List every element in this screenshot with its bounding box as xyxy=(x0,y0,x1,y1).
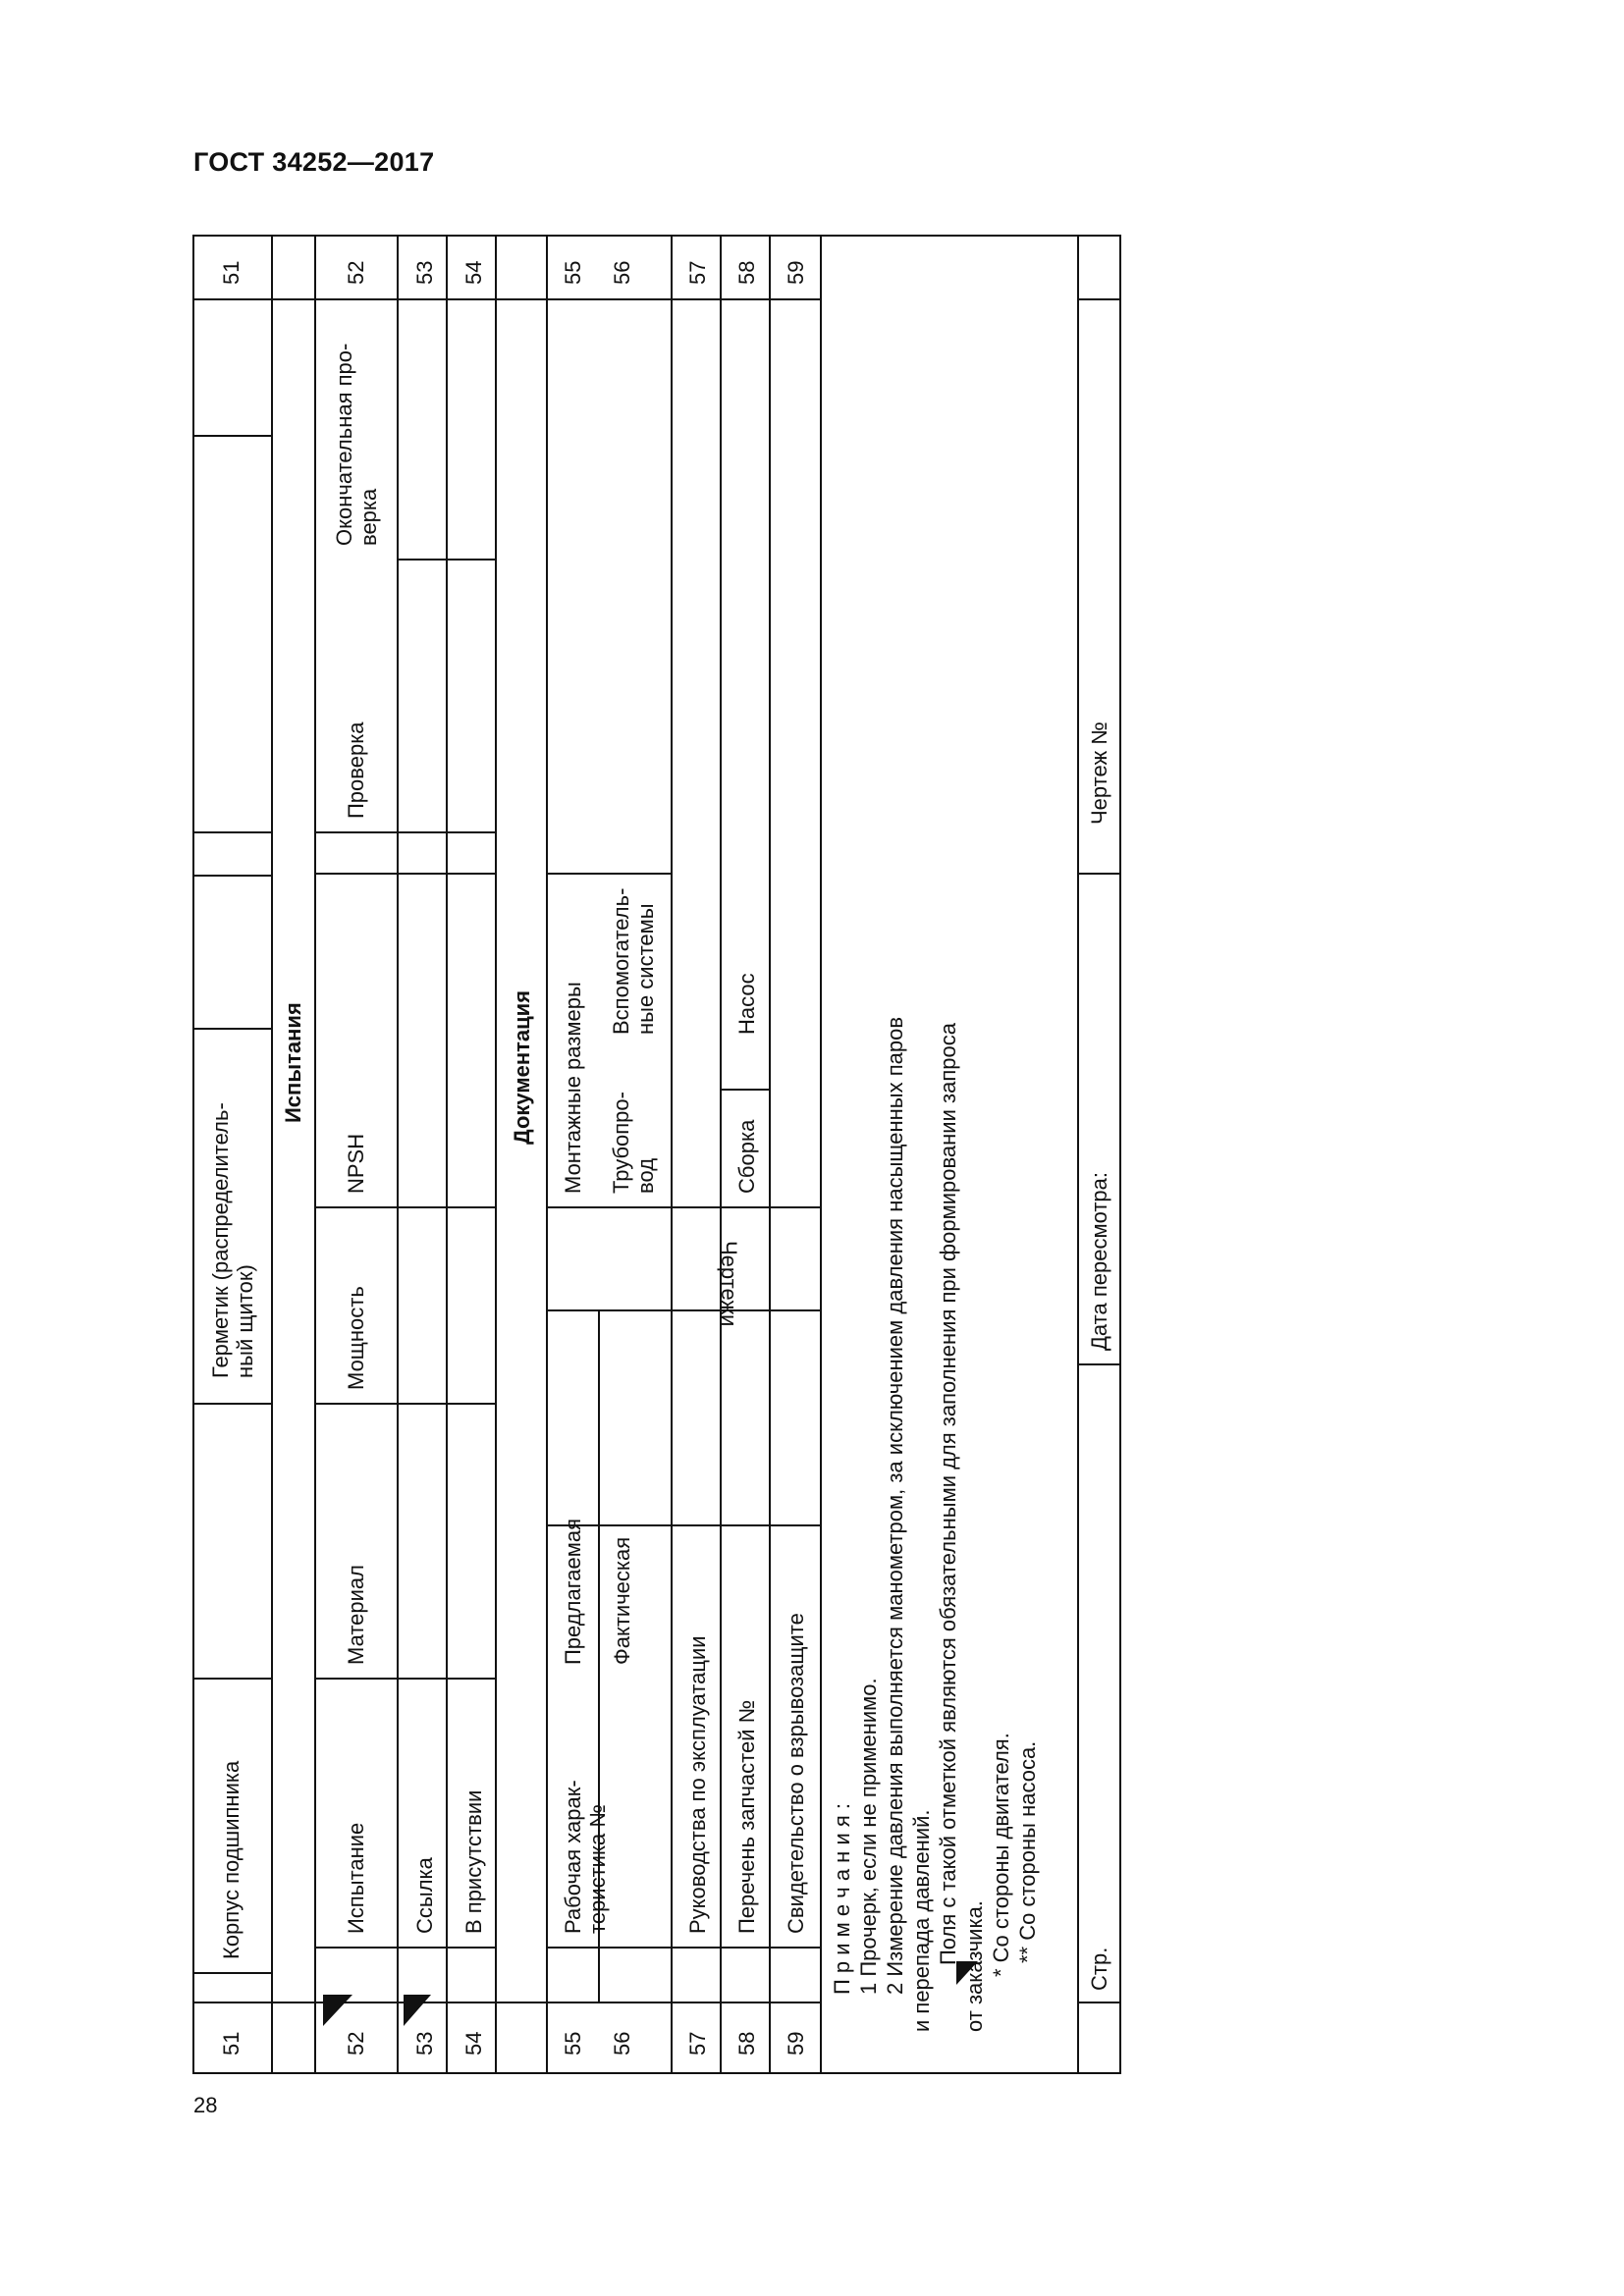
row-51-number-end: 51 xyxy=(219,260,244,285)
note-5: ** Со стороны насоса. xyxy=(1015,1740,1040,1963)
row-55-number: 55 xyxy=(561,2031,585,2056)
row-54-number-end: 54 xyxy=(461,260,486,285)
note-3-line2: от заказчика. xyxy=(962,1900,987,2032)
drawings-label: Чертежи xyxy=(717,1241,741,1327)
row-58-number-end: 58 xyxy=(734,260,759,285)
row-52-power: Мощность xyxy=(344,1286,368,1390)
note-1: 1 Прочерк, если не применимо. xyxy=(856,1678,881,1995)
row-52-material: Материал xyxy=(344,1565,368,1665)
row-58-assembly: Сборка xyxy=(734,1119,759,1194)
mandatory-marker-52 xyxy=(323,1995,352,2026)
footer-page-label: Стр. xyxy=(1087,1947,1111,1991)
row-58-spare-parts: Перечень запчастей № xyxy=(734,1699,759,1934)
row-51-sealant-line2: ный щиток) xyxy=(233,1264,257,1378)
row-59-number: 59 xyxy=(784,2031,808,2056)
row-56-auxiliary-line2: ные системы xyxy=(633,903,658,1035)
row-51-bearing-housing: Корпус подшипника xyxy=(219,1760,244,1959)
note-3-line1: Поля с такой отметкой являются обязательными для заполнения при формировании запроса xyxy=(936,1023,960,1965)
row-56-number: 56 xyxy=(610,2031,634,2056)
row-55-performance-curve-line2: теристика № xyxy=(585,1803,610,1934)
row-52-final-check-line1: Окончательная про- xyxy=(332,343,356,546)
row-56-number-end: 56 xyxy=(610,260,634,285)
mandatory-marker-53 xyxy=(404,1995,431,2026)
section-docs-title: Документация xyxy=(510,989,534,1145)
section-tests-title: Испытания xyxy=(281,1002,305,1123)
row-57-manuals: Руководства по эксплуатации xyxy=(685,1635,710,1934)
row-54-witnessed: В присутствии xyxy=(461,1789,486,1934)
document-header: ГОСТ 34252—2017 xyxy=(193,147,435,177)
row-52-number: 52 xyxy=(344,2031,368,2056)
row-52-npsh: NPSH xyxy=(344,1133,368,1194)
notes-title: П р и м е ч а н и я : xyxy=(830,1803,854,1995)
row-58-pump: Насос xyxy=(734,973,759,1035)
row-56-piping-line1: Трубопро- xyxy=(609,1092,633,1194)
row-53-number: 53 xyxy=(412,2031,437,2056)
note-2-line2: и перепада давлений. xyxy=(909,1809,934,2032)
note-2-line1: 2 Измерение давления выполняется манометром, за исключением давления насыщенных паров xyxy=(883,1016,907,1995)
row-55-proposed: Предлагаемая xyxy=(561,1519,585,1665)
row-52-number-end: 52 xyxy=(344,260,368,285)
row-55-installation-dimensions: Монтажные размеры xyxy=(561,982,585,1194)
row-51-sealant-line1: Герметик (распределитель- xyxy=(208,1102,233,1378)
row-56-auxiliary-line1: Вспомогатель- xyxy=(609,887,633,1035)
note-4: * Со стороны двигателя. xyxy=(989,1733,1013,1977)
row-56-piping-line2: вод xyxy=(633,1157,658,1194)
footer-drawing-number-label: Чертеж № xyxy=(1087,721,1111,825)
row-53-reference: Ссылка xyxy=(412,1857,437,1934)
row-58-number: 58 xyxy=(734,2031,759,2056)
row-55-number-end: 55 xyxy=(561,260,585,285)
page-number: 28 xyxy=(193,2093,218,2117)
row-56-actual: Фактическая xyxy=(610,1536,634,1665)
row-52-final-check-line2: верка xyxy=(356,488,381,546)
row-57-number: 57 xyxy=(685,2031,710,2056)
row-52-check: Проверка xyxy=(344,721,368,819)
row-51-number: 51 xyxy=(219,2031,244,2056)
footer-revision-date-label: Дата пересмотра: xyxy=(1087,1172,1111,1351)
row-59-number-end: 59 xyxy=(784,260,808,285)
row-52-test: Испытание xyxy=(344,1822,368,1934)
row-59-explosion-certificate: Свидетельство о взрывозащите xyxy=(784,1613,808,1934)
row-57-number-end: 57 xyxy=(685,260,710,285)
row-53-number-end: 53 xyxy=(412,260,437,285)
row-55-performance-curve-line1: Рабочая харак- xyxy=(561,1780,585,1934)
row-54-number: 54 xyxy=(461,2031,486,2056)
